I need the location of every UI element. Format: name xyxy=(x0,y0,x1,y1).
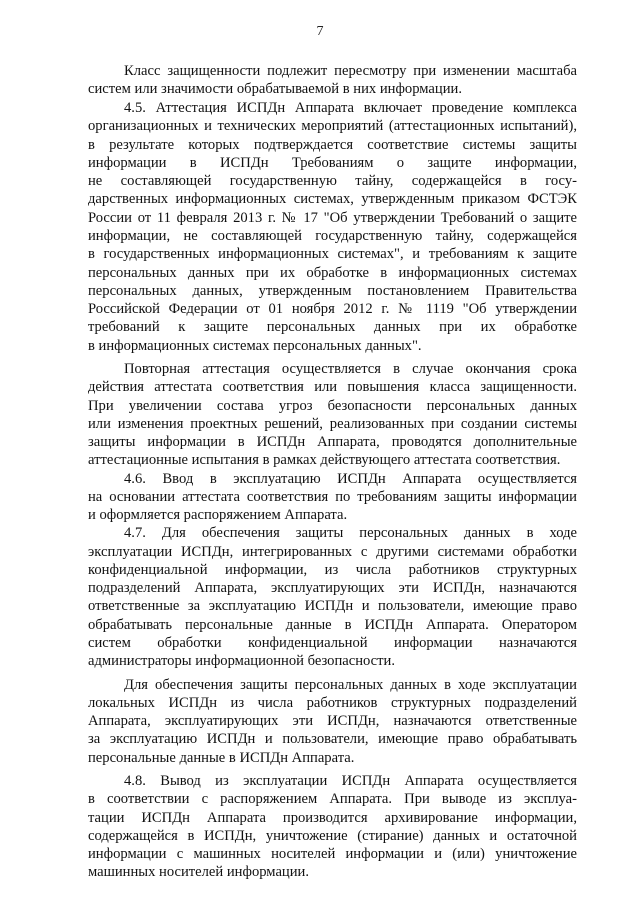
text-line: систем или значимости обрабатываемой в них информации. xyxy=(88,81,462,97)
text-line: дарственных информационных системах, утвержденным приказом ФСТЭК xyxy=(88,191,577,207)
text-line: Российской Федерации от 01 ноября 2012 г. № 1119 "Об утверждении xyxy=(88,301,577,317)
page-number: 7 xyxy=(316,24,324,39)
text-line: локальных ИСПДн из числа работников структурных подразделений xyxy=(88,695,577,711)
text-line: защиты информации в ИСПДн Аппарата, проводятся дополнительные xyxy=(88,434,577,450)
text-line: и оформляется распоряжением Аппарата. xyxy=(88,507,348,523)
text-line: или изменения проектных решений, реализованных при создании системы xyxy=(88,416,577,432)
text-line: персональные данные в ИСПДн Аппарата. xyxy=(88,750,355,766)
text-line: Аппарата, эксплуатирующих эти ИСПДн, назначаются ответственные xyxy=(88,713,577,729)
text-line: систем обработки конфиденциальной информации назначаются xyxy=(88,635,577,651)
text-line: подразделений Аппарата, эксплуатирующих эти ИСПДн, назначаются xyxy=(88,580,577,596)
text-line: действия аттестата соответствия или повышения класса защищенности. xyxy=(88,379,577,395)
text-line: в информационных системах персональных данных". xyxy=(88,338,422,354)
text-line: 4.5. Аттестация ИСПДн Аппарата включает проведение комплекса xyxy=(124,100,577,116)
text-line: 4.7. Для обеспечения защиты персональных данных в ходе xyxy=(124,525,577,541)
text-line: персональных данных, утвержденным постановлением Правительства xyxy=(88,283,577,299)
text-line: Для обеспечения защиты персональных данных в ходе эксплуатации xyxy=(124,677,577,693)
text-line: организационных и технических мероприятий (аттестационных испытаний), xyxy=(88,118,577,134)
text-line: содержащейся в ИСПДн, уничтожение (стирание) данных и остаточной xyxy=(88,828,577,844)
text-line: аттестационные испытания в рамках действующего аттестата соответствия. xyxy=(88,452,561,468)
text-line: требований к защите персональных данных при их обработке xyxy=(88,319,577,335)
text-line: за эксплуатацию ИСПДн и пользователи, имеющие право обрабатывать xyxy=(88,731,577,747)
text-line: информации с машинных носителей информации и (или) уничтожение xyxy=(88,846,577,862)
text-line: в результате которых подтверждается соответствие системы защиты xyxy=(88,137,577,153)
text-line: эксплуатации ИСПДн, интегрированных с другими системами обработки xyxy=(88,544,577,560)
text-line: на основании аттестата соответствия по требованиям защиты информации xyxy=(88,489,577,505)
text-line: Повторная аттестация осуществляется в случае окончания срока xyxy=(124,361,577,377)
text-line: обрабатывать персональные данные в ИСПДн Аппарата. Оператором xyxy=(88,617,577,633)
text-line: 4.6. Ввод в эксплуатацию ИСПДн Аппарата осуществляется xyxy=(124,471,577,487)
text-line: 4.8. Вывод из эксплуатации ИСПДн Аппарата осуществляется xyxy=(124,773,577,789)
text-line: тации ИСПДн Аппарата производится архивирование информации, xyxy=(88,810,577,826)
text-line: администраторы информационной безопасности. xyxy=(88,653,395,669)
text-line: не составляющей государственную тайну, содержащейся в госу- xyxy=(88,173,577,189)
text-line: При увеличении состава угроз безопасности персональных данных xyxy=(88,398,577,414)
text-line: России от 11 февраля 2013 г. № 17 "Об утверждении Требований о защите xyxy=(88,210,577,226)
text-line: информации в ИСПДн Требованиям о защите информации, xyxy=(88,155,577,171)
text-line: машинных носителей информации. xyxy=(88,864,310,880)
text-line: конфиденциальной информации, из числа работников структурных xyxy=(88,562,577,578)
text-line: в государственных информационных системах", и требованиям к защите xyxy=(88,246,577,262)
text-line: персональных данных при их обработке в информационных системах xyxy=(88,265,577,281)
text-line: информации, не составляющей государственную тайну, содержащейся xyxy=(88,228,577,244)
text-line: ответственные за эксплуатацию ИСПДн и пользователи, имеющие право xyxy=(88,598,577,614)
text-line: в соответствии с распоряжением Аппарата. При выводе из эксплуа- xyxy=(88,791,577,807)
text-line: Класс защищенности подлежит пересмотру при изменении масштаба xyxy=(124,63,577,79)
